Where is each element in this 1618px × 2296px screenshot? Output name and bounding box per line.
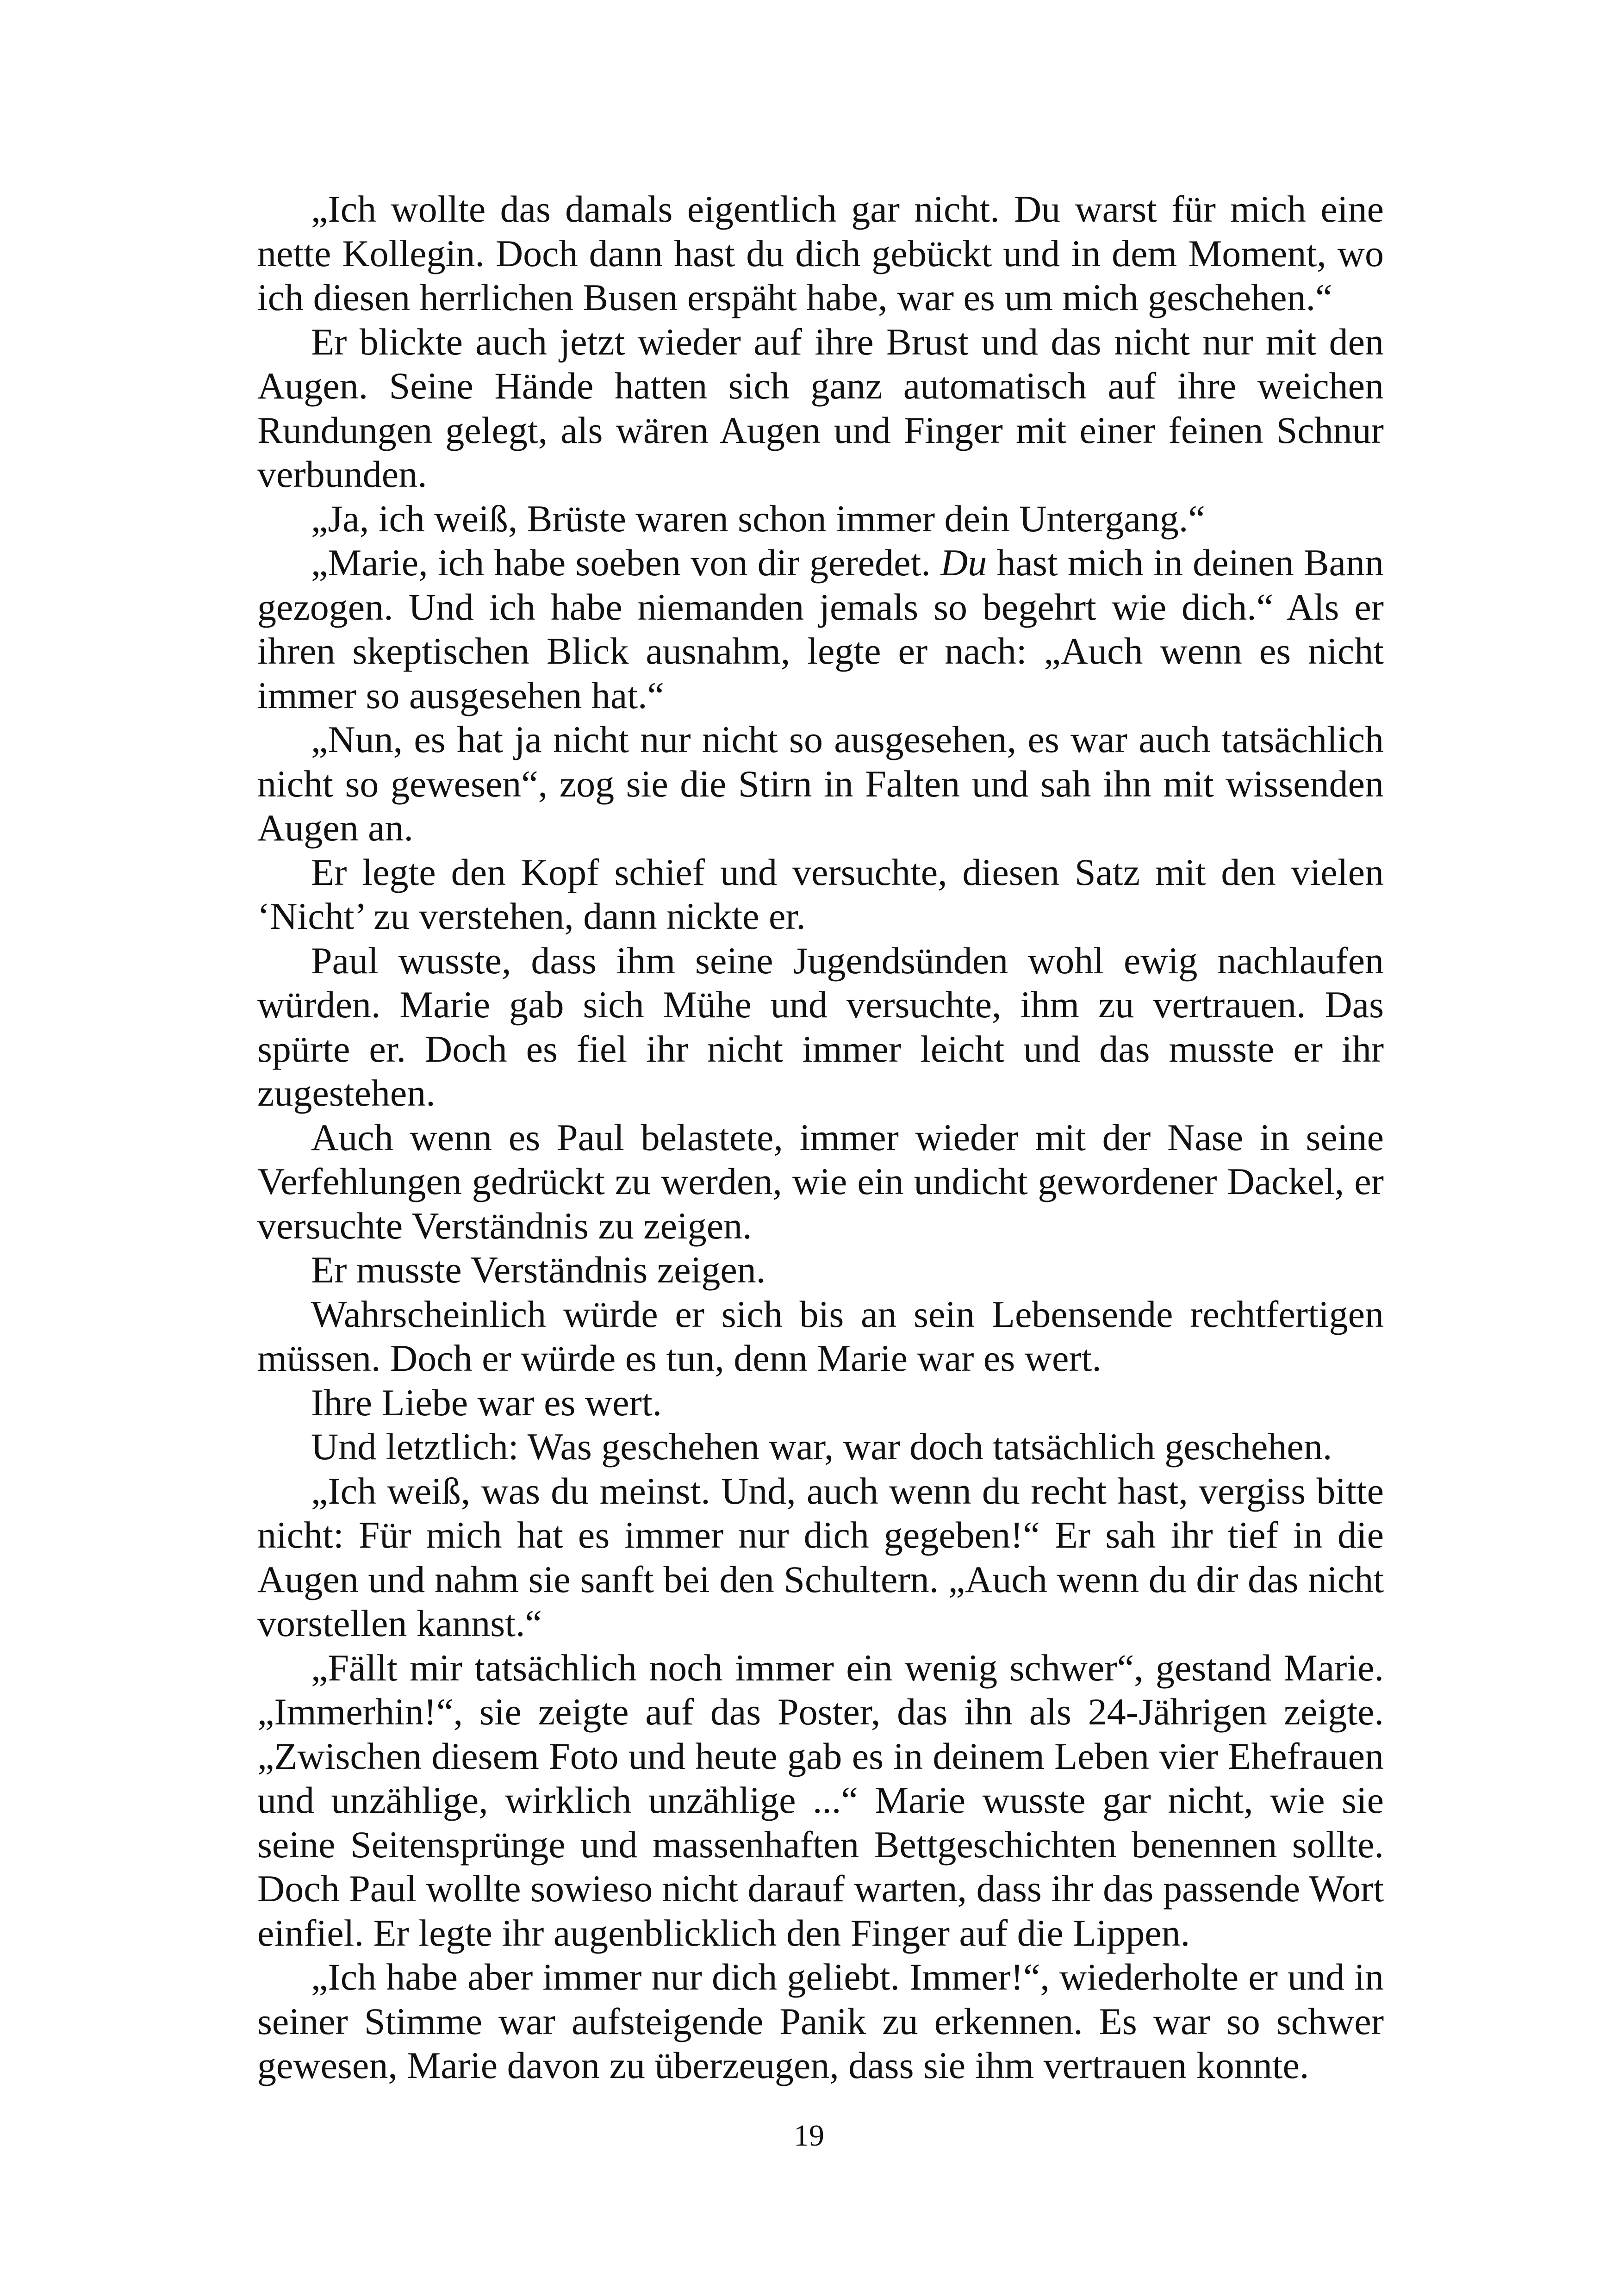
paragraph: Auch wenn es Paul belastete, immer wieder mit der Nase in seine Verfehlungen gedrückt zu werden, wie ein undicht gewordener Dackel, er versuchte Verständnis zu zeigen. <box>257 1116 1384 1247</box>
paragraph: Paul wusste, dass ihm seine Jugendsünden wohl ewig nachlaufen würden. Marie gab sich Mühe und versuchte, ihm zu vertrauen. Das spürte er. Doch es fiel ihr nicht immer leicht und das musste er ihr zugestehen. <box>257 939 1384 1114</box>
paragraph: „Ich habe aber immer nur dich geliebt. Immer!“, wiederholte er und in seiner Stimme war aufsteigende Panik zu erkennen. Es war so schwer gewesen, Marie davon zu überzeugen, dass sie ihm vertrauen konnte. <box>257 1956 1384 2086</box>
paragraph: Und letztlich: Was geschehen war, war doch tatsächlich geschehen. <box>311 1425 1332 1468</box>
paragraph: „Ja, ich weiß, Brüste waren schon immer dein Untergang.“ <box>311 497 1205 540</box>
paragraph: Er legte den Kopf schief und versuchte, diesen Satz mit den vielen ‘Nicht’ zu verstehen, dann nickte er. <box>257 851 1384 937</box>
paragraph: Wahrscheinlich würde er sich bis an sein Lebensende rechtfertigen müssen. Doch er würde es tun, denn Marie war es wert. <box>257 1293 1384 1379</box>
page-number: 19 <box>794 2119 824 2153</box>
paragraph: „Fällt mir tatsächlich noch immer ein wenig schwer“, gestand Marie. „Immerhin!“, sie zeigte auf das Poster, das ihn als 24-Jährigen zeigte. „Zwischen diesem Foto und heute gab es in deinem Leben vier Ehefrauen und unzählige, wirklich unzählige ...“ Marie wusste gar nicht, wie sie seine Seitensprünge und massenhaften Bettgeschichten benennen sollte. Doch Paul wollte sowieso nicht darauf warten, dass ihr das passende Wort einfiel. Er legte ihr augenblicklich den Finger auf die Lippen. <box>257 1646 1384 1954</box>
paragraph: Er musste Verständnis zeigen. <box>311 1249 766 1291</box>
emphasized-word: Du <box>940 541 987 584</box>
paragraph: „Ich weiß, was du meinst. Und, auch wenn du recht hast, vergiss bitte nicht: Für mich hat es immer nur dich gegeben!“ Er sah ihr tief in die Augen und nahm sie sanft bei den Schultern. „Auch wenn du dir das nicht vorstellen kannst.“ <box>257 1469 1384 1644</box>
body-text <box>257 187 1384 2088</box>
paragraph-text-after: hast mich in deinen Bann gezogen. Und ich habe niemanden jemals so begehrt wie dich.“ Als er ihren skeptischen Blick ausnahm, legte er nach: „Auch wenn es nicht immer so ausgesehen hat.“ <box>257 541 1384 716</box>
paragraph: „Nun, es hat ja nicht nur nicht so ausgesehen, es war auch tatsächlich nicht so gewesen“, zog sie die Stirn in Falten und sah ihn mit wissenden Augen an. <box>257 718 1384 849</box>
paragraph-text-before: „Marie, ich habe soeben von dir geredet. <box>311 541 940 584</box>
paragraph: „Ich wollte das damals eigentlich gar nicht. Du warst für mich eine nette Kollegin. Doch dann hast du dich gebückt und in dem Moment, wo ich diesen herrlichen Busen erspäht habe, war es um mich geschehen.“ <box>257 188 1384 318</box>
paragraph: Er blickte auch jetzt wieder auf ihre Brust und das nicht nur mit den Augen. Seine Hände hatten sich ganz automatisch auf ihre weichen Rundungen gelegt, als wären Augen und Finger mit einer feinen Schnur verbunden. <box>257 320 1384 495</box>
paragraph: Ihre Liebe war es wert. <box>311 1381 662 1424</box>
paragraph <box>257 541 1384 717</box>
